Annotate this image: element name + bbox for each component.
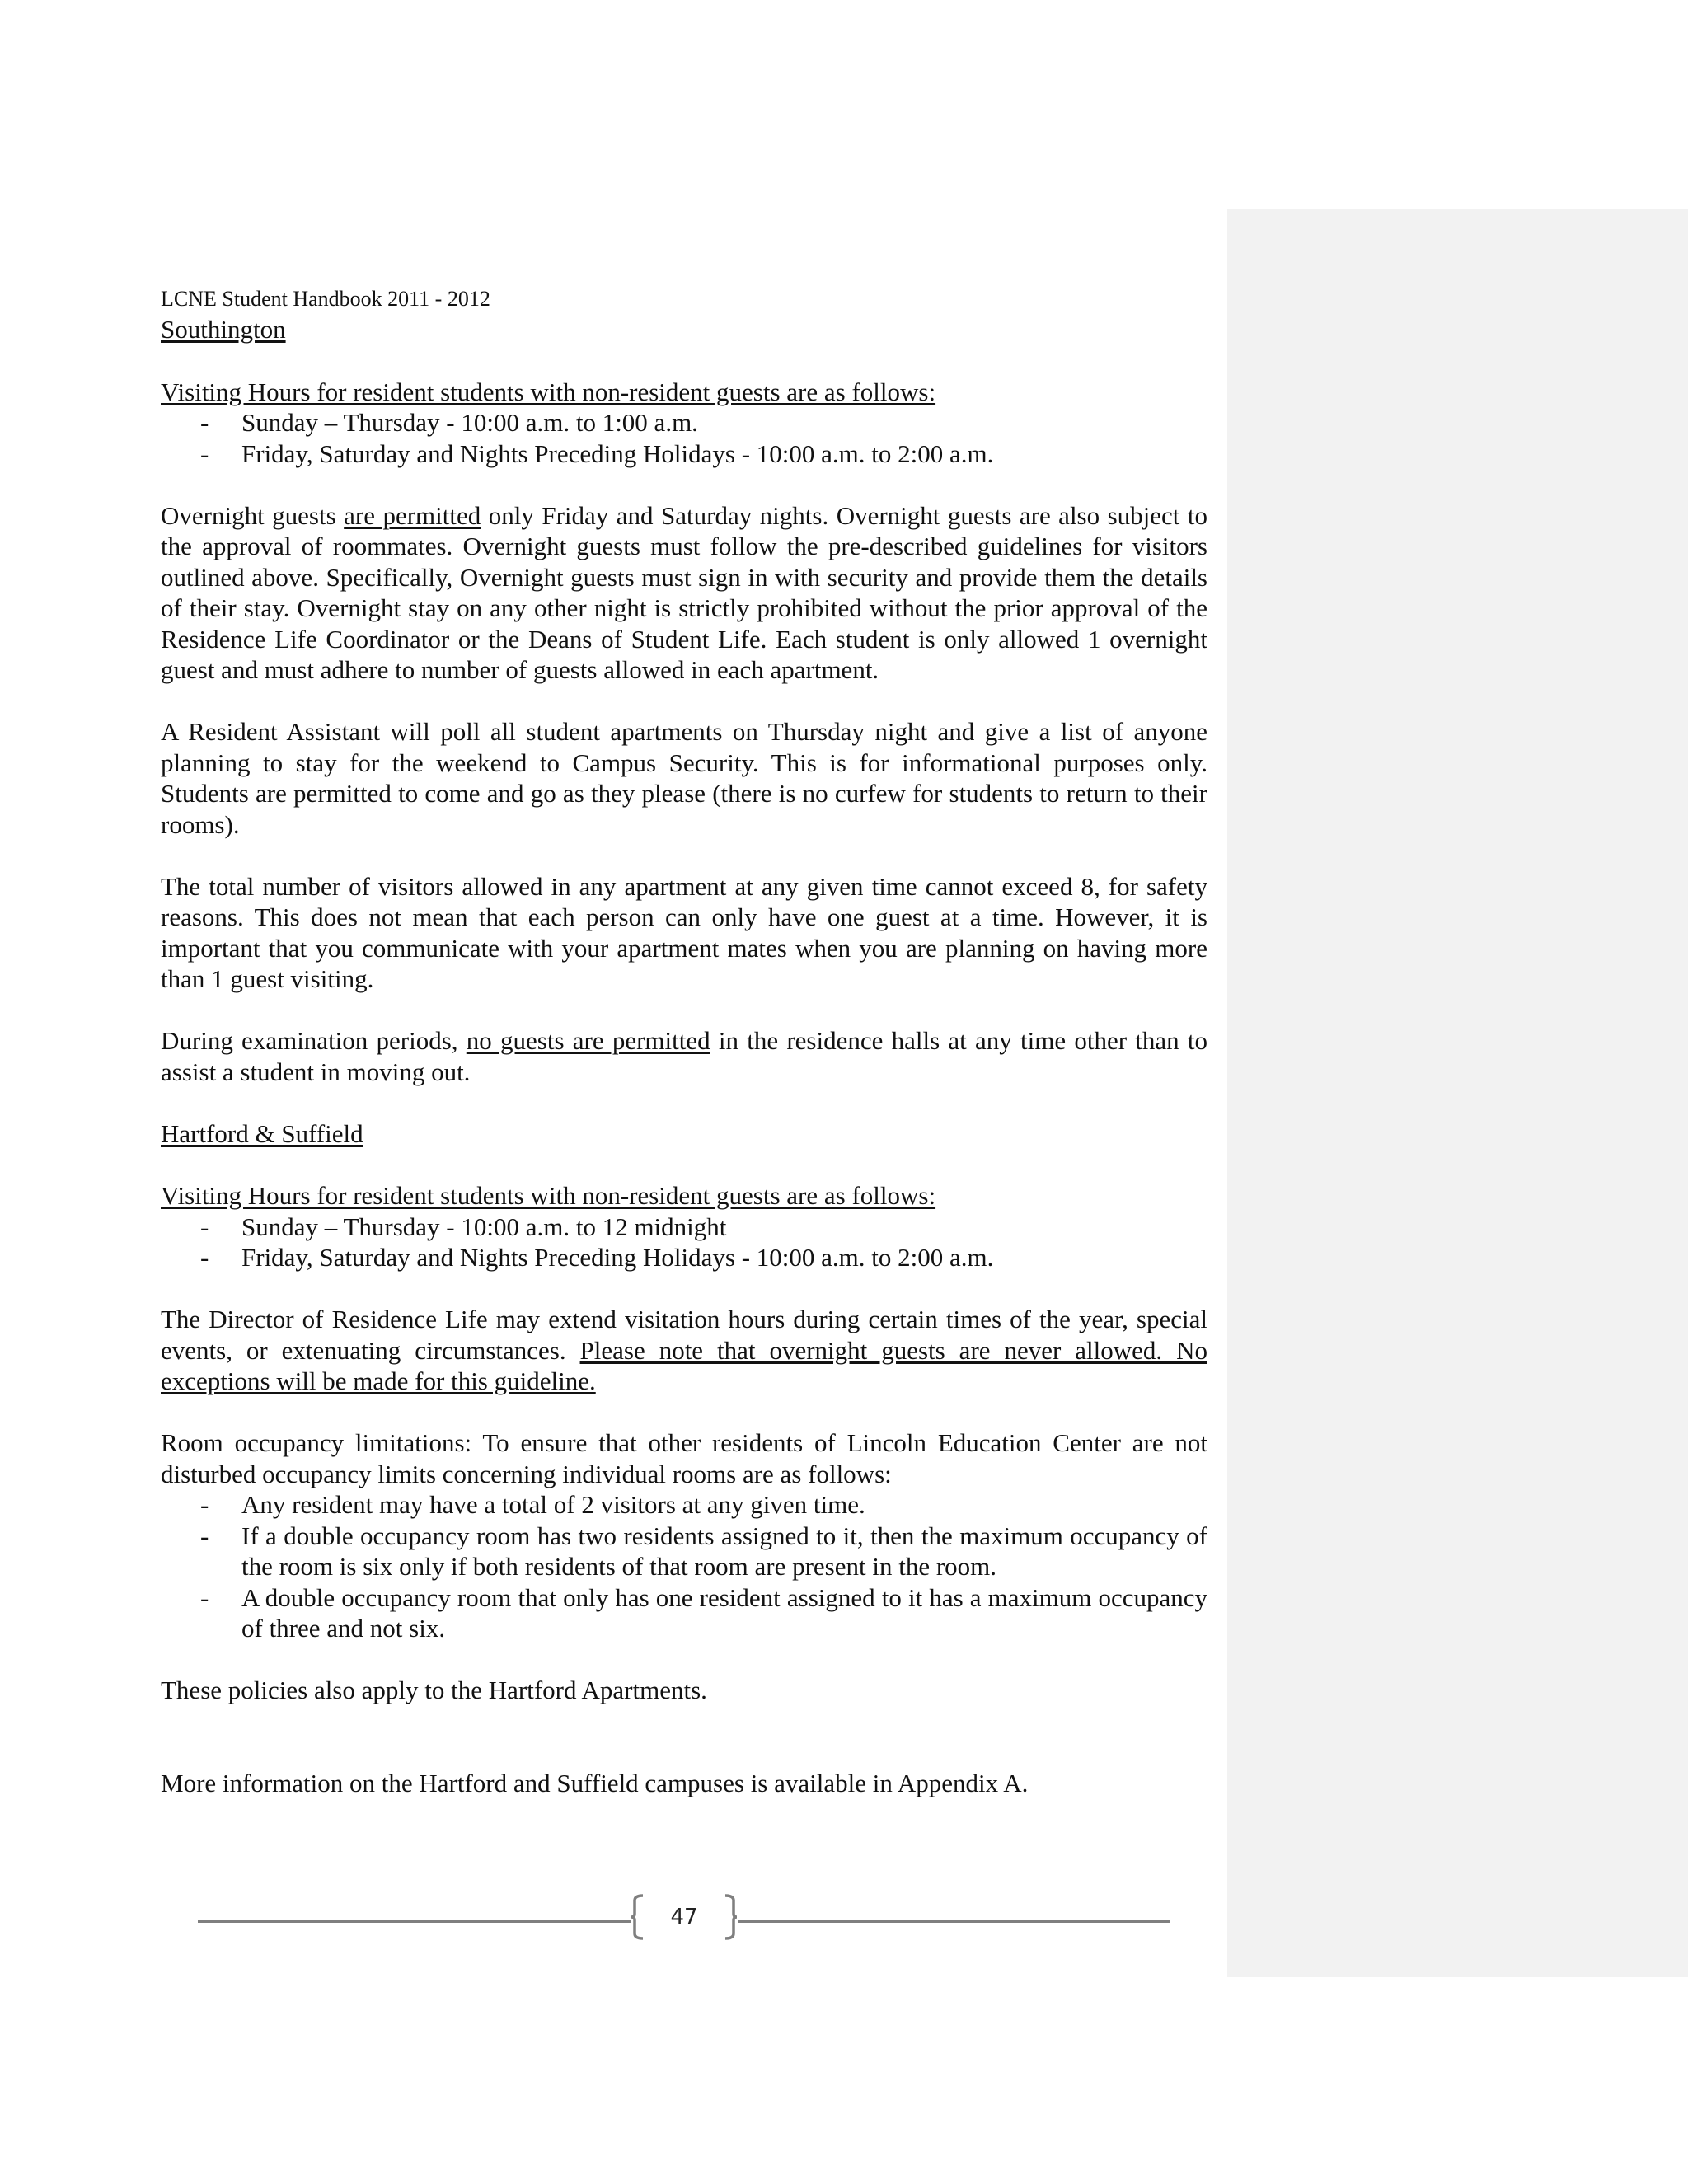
list-dash: - xyxy=(200,1582,209,1612)
page-footer xyxy=(198,1892,1170,1950)
footer-rule-left xyxy=(198,1920,631,1923)
visiting-hours-heading-southington: Visiting Hours for resident students with non-resident guests are as follows: xyxy=(161,377,936,406)
left-brace-icon xyxy=(631,1894,645,1940)
section-title-southington: Southington xyxy=(161,315,286,344)
more-info-paragraph: More information on the Hartford and Suffield campuses is available in Appendix A. xyxy=(161,1768,1029,1797)
footer-rule-right xyxy=(738,1920,1170,1923)
list-item: - If a double occupancy room has two residents assigned to it, then the maximum occupancy of the room is six only if both residents of that room are present in the room. xyxy=(200,1521,1207,1581)
apply-note-paragraph: These policies also apply to the Hartford Apartments. xyxy=(161,1675,707,1704)
visiting-hours-list-hartford xyxy=(161,1212,1207,1273)
list-dash: - xyxy=(200,1243,209,1272)
underlined-phrase: Please note that overnight guests are never allowed. No exceptions will be made for this guideline. xyxy=(161,1335,1207,1395)
visitor-limit-paragraph: The total number of visitors allowed in any apartment at any given time cannot exceed 8, for safety reasons. This does not mean that each person can only have one guest at a time. However, it is important that you communicate with your apartment mates when you are planning on having more than 1 guest visiting. xyxy=(161,871,1207,993)
document-page xyxy=(161,284,1207,1798)
underlined-phrase: no guests are permitted xyxy=(466,1026,710,1055)
list-item: - Friday, Saturday and Nights Preceding Holidays - 10:00 a.m. to 2:00 a.m. xyxy=(200,1243,994,1272)
list-dash: - xyxy=(200,1490,209,1519)
resident-assistant-paragraph: A Resident Assistant will poll all student apartments on Thursday night and give a list of anyone planning to stay for the weekend to Campus Security. This is for informational purposes only. Students are permitted to come and go as they please (there is no curfew for students to return to their rooms). xyxy=(161,717,1207,839)
list-dash: - xyxy=(200,1212,209,1241)
handbook-header: LCNE Student Handbook 2011 - 2012 xyxy=(161,287,490,311)
section-title-hartford-suffield: Hartford & Suffield xyxy=(161,1118,363,1148)
list-item: - A double occupancy room that only has one resident assigned to it has a maximum occupancy of three and not six. xyxy=(200,1582,1207,1643)
list-item: - Sunday – Thursday - 10:00 a.m. to 12 midnight xyxy=(200,1212,727,1241)
right-brace-icon xyxy=(723,1894,738,1940)
occupancy-rules-list xyxy=(161,1489,1207,1644)
occupancy-intro-paragraph: Room occupancy limitations: To ensure that other residents of Lincoln Education Center are not disturbed occupancy limits concerning individual rooms are as follows: xyxy=(161,1428,1207,1488)
examination-paragraph: During examination periods, no guests are permitted in the residence halls at any time other than to assist a student in moving out. xyxy=(161,1026,1208,1086)
list-dash: - xyxy=(200,438,209,468)
list-dash: - xyxy=(200,1521,209,1550)
comment-margin-pane xyxy=(1227,209,1688,1977)
list-item: - Any resident may have a total of 2 visitors at any given time. xyxy=(200,1490,865,1519)
visiting-hours-list-southington xyxy=(161,407,1207,469)
list-item: - Friday, Saturday and Nights Preceding Holidays - 10:00 a.m. to 2:00 a.m. xyxy=(200,438,994,468)
overnight-guests-paragraph: Overnight guests are permitted only Friday and Saturday nights. Overnight guests are also subject to the approval of roommates. Overnight guests must follow the pre-described guidelines for visitors outlined above. Specifically, Overnight guests must sign in with security and provide them the details of their stay. Overnight stay on any other night is strictly prohibited without the prior approval of the Residence Life Coordinator or the Deans of Student Life. Each student is only allowed 1 overnight guest and must adhere to number of guests allowed in each apartment. xyxy=(161,500,1207,684)
director-paragraph: The Director of Residence Life may extend visitation hours during certain times of the year, special events, or extenuating circumstances. Please note that overnight guests are never allowed. No exceptions will be made for this guideline. xyxy=(161,1305,1207,1395)
list-item: - Sunday – Thursday - 10:00 a.m. to 1:00 a.m. xyxy=(200,408,698,437)
list-dash: - xyxy=(200,408,209,437)
underlined-phrase: are permitted xyxy=(344,500,481,530)
page-number: 47 xyxy=(670,1905,698,1929)
visiting-hours-heading-hartford: Visiting Hours for resident students with non-resident guests are as follows: xyxy=(161,1181,936,1210)
